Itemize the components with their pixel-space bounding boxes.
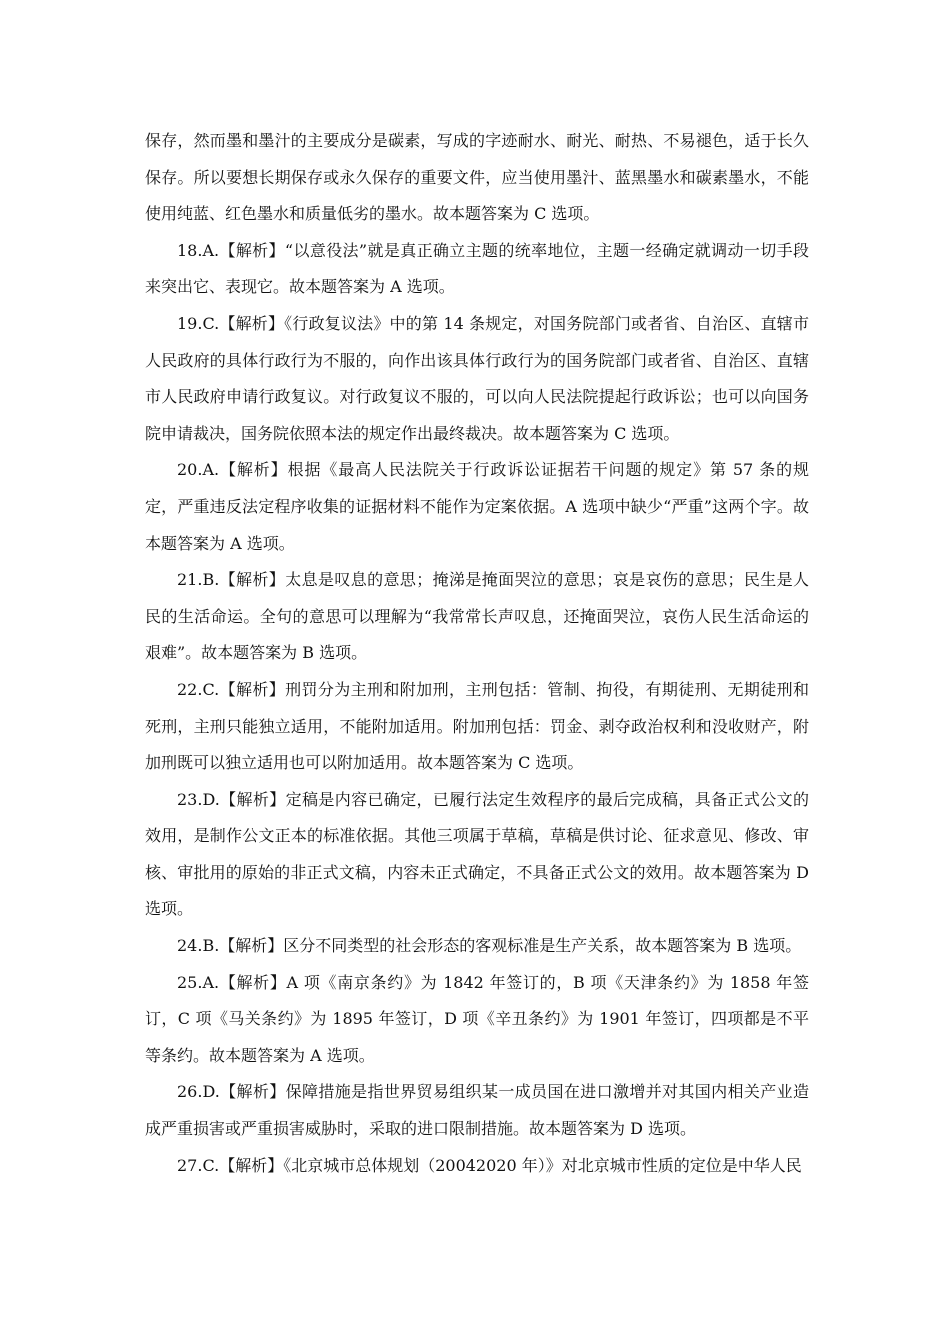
answer-19: 19.C.【解析】《行政复议法》中的第 14 条规定，对国务院部门或者省、自治区、直辖市人民政府的具体行政行为不服的，向作出该具体行政行为的国务院部门或者省、自治区、直辖市人民政府申请行政复议。对行政复议不服的，可以向人民法院提起行政诉讼；也可以向国务院申请裁决，国务院依照本法的规定作出最终裁决。故本题答案为 C 选项。 — [145, 313, 809, 443]
answer-22: 22.C.【解析】刑罚分为主刑和附加刑，主刑包括：管制、拘役，有期徒刑、无期徒刑和死刑，主刑只能独立适用，不能附加适用。附加刑包括：罚金、剥夺政治权利和没收财产，附加刑既可以独立适用也可以附加适用。故本题答案为 C 选项。 — [145, 679, 809, 773]
answer-21: 21.B.【解析】太息是叹息的意思；掩涕是掩面哭泣的意思；哀是哀伤的意思；民生是人民的生活命运。全句的意思可以理解为“我常常长声叹息，还掩面哭泣，哀伤人民生活命运的艰难”。故本题答案为 B 选项。 — [145, 570, 809, 663]
document-body — [145, 123, 809, 1184]
answer-24: 24.B.【解析】区分不同类型的社会形态的客观标准是生产关系，故本题答案为 B 选项。 — [177, 936, 802, 956]
paragraph-17-continuation: 保存，然而墨和墨汁的主要成分是碳素，写成的字迹耐水、耐光、耐热、不易褪色，适于长久保存。所以要想长期保存或永久保存的重要文件，应当使用墨汁、蓝黑墨水和碳素墨水，不能使用纯蓝、红色墨水和质量低劣的墨水。故本题答案为 C 选项。 — [145, 131, 809, 224]
answer-20: 20.A.【解析】根据《最高人民法院关于行政诉讼证据若干问题的规定》第 57 条的规定，严重违反法定程序收集的证据材料不能作为定案依据。A 选项中缺少“严重”这两个字。故本题答案为 A 选项。 — [145, 460, 809, 553]
answer-25: 25.A.【解析】A 项《南京条约》为 1842 年签订的，B 项《天津条约》为 1858 年签订，C 项《马关条约》为 1895 年签订，D 项《辛丑条约》为 1901 年签订，四项都是不平等条约。故本题答案为 A 选项。 — [145, 972, 809, 1065]
answer-23: 23.D.【解析】定稿是内容已确定，已履行法定生效程序的最后完成稿，具备正式公文的效用，是制作公文正本的标准依据。其他三项属于草稿，草稿是供讨论、征求意见、修改、审核、审批用的原始的非正式文稿，内容未正式确定，不具备正式公文的效用。故本题答案为 D 选项。 — [145, 789, 809, 919]
answer-27: 27.C.【解析】《北京城市总体规划（20042020 年）》对北京城市性质的定位是中华人民 — [177, 1155, 802, 1175]
answer-18: 18.A.【解析】“以意役法”就是真正确立主题的统率地位，主题一经确定就调动一切手段来突出它、表现它。故本题答案为 A 选项。 — [145, 240, 809, 297]
answer-26: 26.D.【解析】保障措施是指世界贸易组织某一成员国在进口激增并对其国内相关产业造成严重损害或严重损害威胁时，采取的进口限制措施。故本题答案为 D 选项。 — [145, 1082, 809, 1139]
